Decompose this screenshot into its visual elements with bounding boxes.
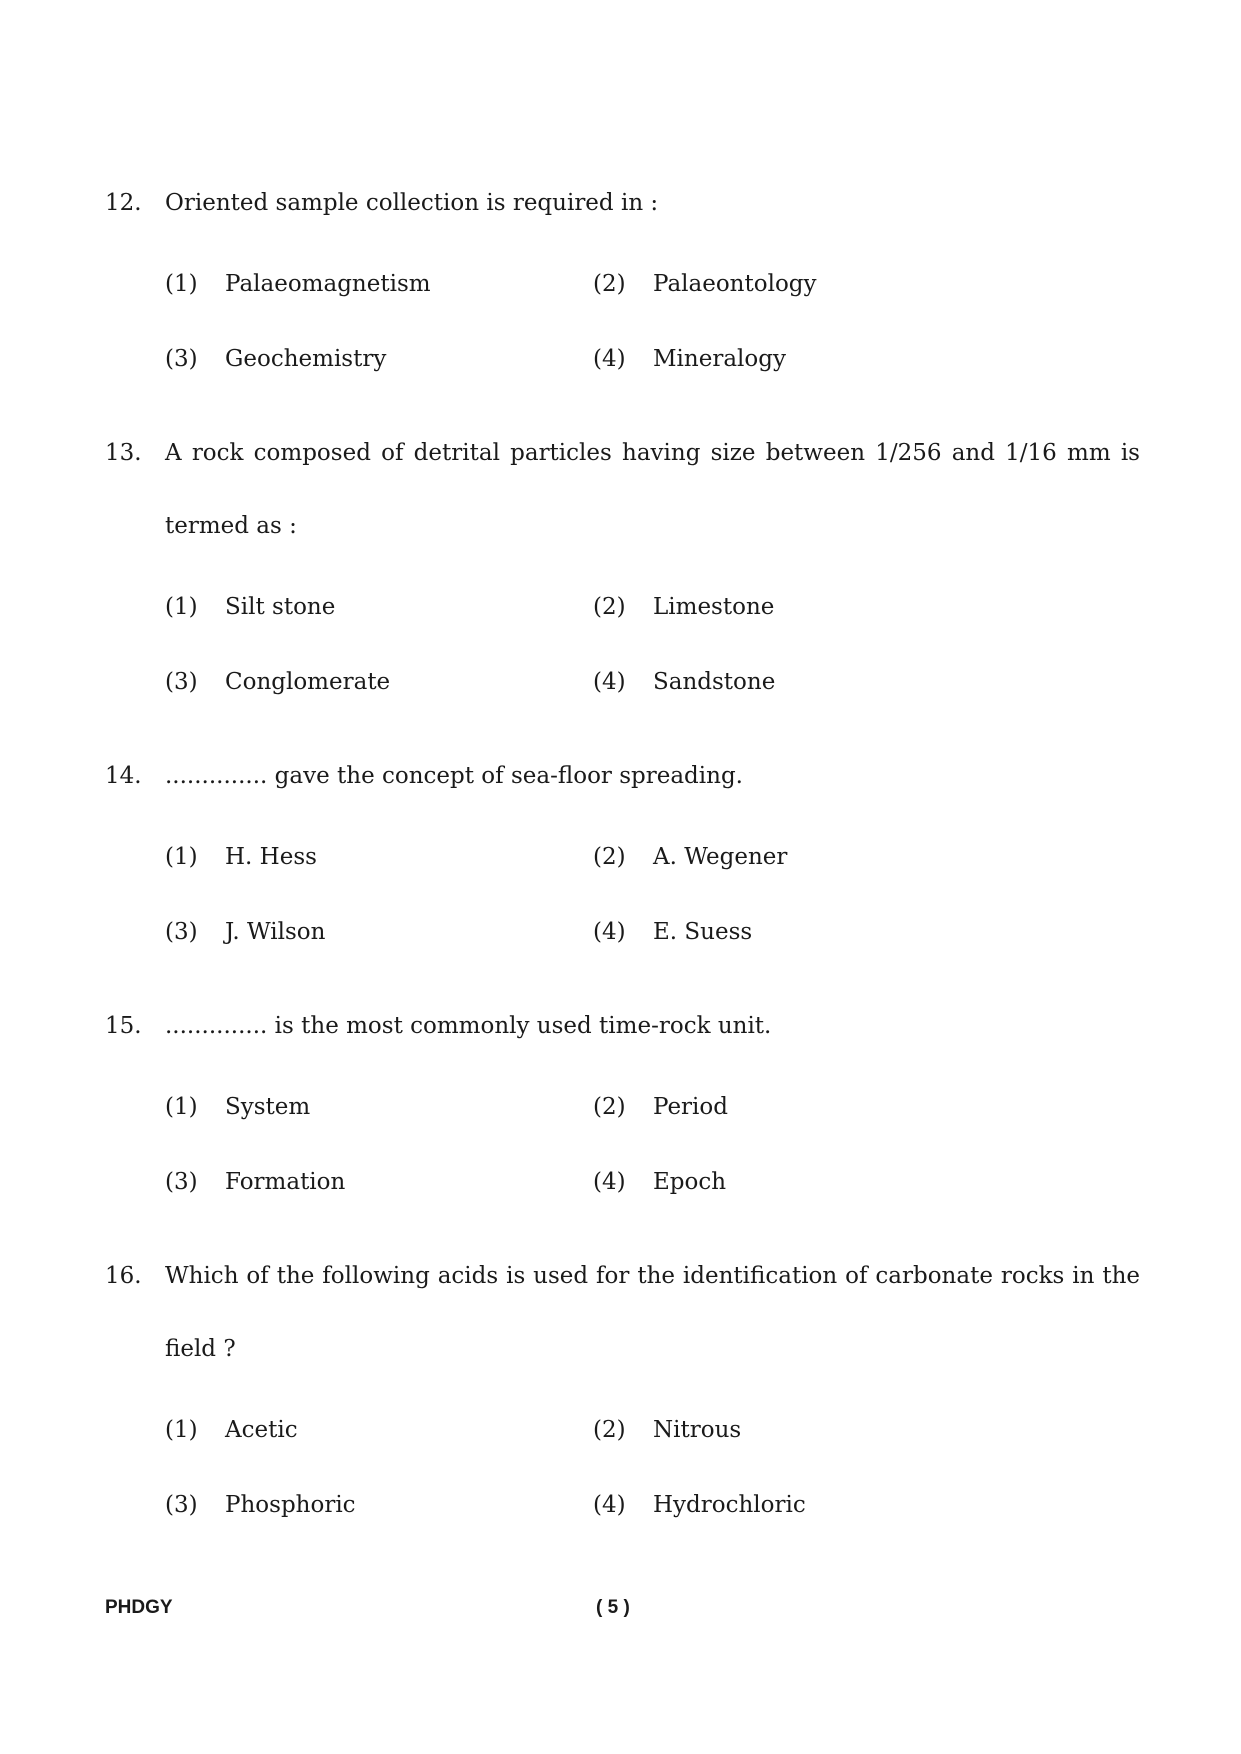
option-item (165, 837, 565, 877)
question-12 (0, 183, 1241, 223)
option-number: (4) (593, 346, 626, 372)
option-item (165, 587, 565, 627)
option-item (593, 662, 993, 702)
option-number: (3) (165, 1492, 198, 1518)
option-number: (2) (593, 594, 626, 620)
question-13-continuation (0, 506, 1241, 546)
question-text: termed as : (165, 513, 297, 539)
question-text: Which of the following acids is used for the identification of carbonate rocks in the (165, 1263, 1140, 1289)
option-text: Period (653, 1094, 728, 1120)
option-number: (2) (593, 271, 626, 297)
question-16-continuation (0, 1329, 1241, 1369)
option-number: (3) (165, 919, 198, 945)
option-number: (1) (165, 1417, 198, 1443)
option-text: A. Wegener (653, 844, 788, 870)
option-number: (1) (165, 594, 198, 620)
question-text: .............. is the most commonly used time-rock unit. (165, 1013, 772, 1039)
option-number: (3) (165, 1169, 198, 1195)
option-item (593, 1162, 993, 1202)
option-item (165, 1162, 565, 1202)
option-number: (4) (593, 919, 626, 945)
option-item (165, 1410, 565, 1450)
question-14 (0, 756, 1241, 796)
option-text: E. Suess (653, 919, 753, 945)
option-text: Nitrous (653, 1417, 742, 1443)
question-text: A rock composed of detrital particles having size between 1/256 and 1/16 mm is (165, 440, 1140, 466)
option-text: Acetic (225, 1417, 298, 1443)
option-item (593, 339, 993, 379)
option-text: J. Wilson (225, 919, 326, 945)
option-text: H. Hess (225, 844, 317, 870)
option-number: (4) (593, 669, 626, 695)
question-text: .............. gave the concept of sea-floor spreading. (165, 763, 743, 789)
option-item (593, 587, 993, 627)
option-item (593, 1410, 993, 1450)
option-number: (2) (593, 844, 626, 870)
option-text: System (225, 1094, 311, 1120)
option-text: Mineralogy (653, 346, 786, 372)
option-text: Epoch (653, 1169, 727, 1195)
option-number: (1) (165, 271, 198, 297)
option-text: Palaeontology (653, 271, 817, 297)
question-number: 12. (105, 190, 142, 216)
option-number: (3) (165, 346, 198, 372)
option-item (165, 1087, 565, 1127)
option-text: Silt stone (225, 594, 336, 620)
question-text: field ? (165, 1336, 236, 1362)
question-number: 14. (105, 763, 142, 789)
option-text: Formation (225, 1169, 346, 1195)
option-item (165, 1485, 565, 1525)
option-item (593, 264, 993, 304)
option-text: Limestone (653, 594, 775, 620)
option-item (165, 662, 565, 702)
option-number: (2) (593, 1094, 626, 1120)
option-number: (1) (165, 844, 198, 870)
option-item (593, 1087, 993, 1127)
option-item (165, 339, 565, 379)
option-text: Palaeomagnetism (225, 271, 431, 297)
option-number: (1) (165, 1094, 198, 1120)
question-text: Oriented sample collection is required in : (165, 190, 659, 216)
option-text: Conglomerate (225, 669, 391, 695)
option-number: (2) (593, 1417, 626, 1443)
question-16 (0, 1256, 1241, 1296)
option-text: Geochemistry (225, 346, 387, 372)
question-15 (0, 1006, 1241, 1046)
option-number: (3) (165, 669, 198, 695)
question-13 (0, 433, 1241, 473)
option-item (593, 837, 993, 877)
option-text: Hydrochloric (653, 1492, 806, 1518)
option-item (165, 264, 565, 304)
option-item (165, 912, 565, 952)
option-number: (4) (593, 1492, 626, 1518)
option-item (593, 912, 993, 952)
paper-code: PHDGY (105, 1597, 173, 1618)
option-item (593, 1485, 993, 1525)
page-number: ( 5 ) (596, 1597, 630, 1618)
question-number: 13. (105, 440, 142, 466)
question-number: 16. (105, 1263, 142, 1289)
option-text: Sandstone (653, 669, 776, 695)
question-number: 15. (105, 1013, 142, 1039)
option-number: (4) (593, 1169, 626, 1195)
option-text: Phosphoric (225, 1492, 356, 1518)
